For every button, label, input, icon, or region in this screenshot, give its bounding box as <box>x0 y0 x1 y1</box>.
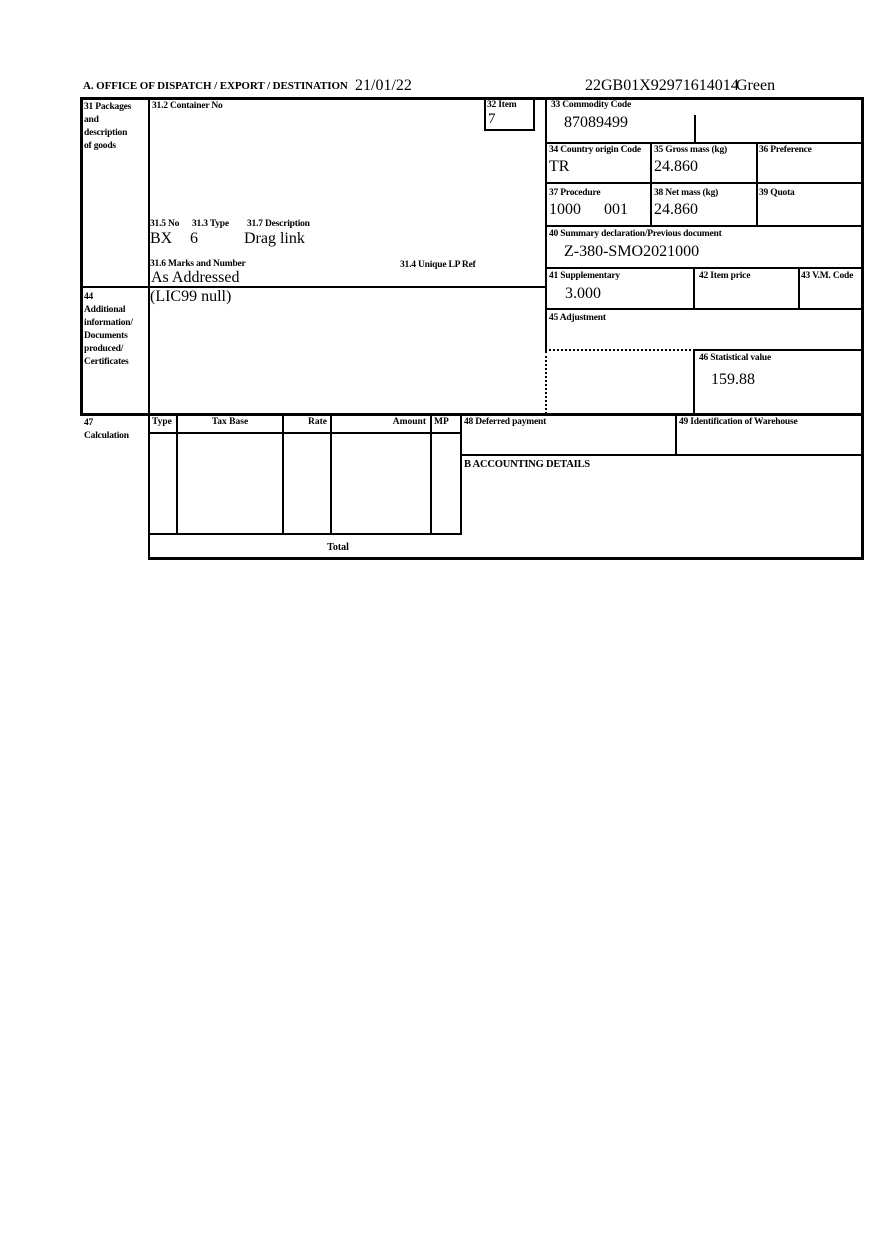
item-label: 32 Item <box>487 100 517 110</box>
deferred-payment-label: 48 Deferred payment <box>464 417 547 427</box>
net-mass-label: 38 Net mass (kg) <box>654 188 719 198</box>
grid-line <box>756 142 758 227</box>
grid-line <box>533 97 535 130</box>
box31-label-line: of goods <box>84 141 116 151</box>
routing-status: Green <box>736 77 776 94</box>
packages-no-label: 31.5 No <box>150 219 180 229</box>
marks-and-number-value: As Addressed <box>151 269 240 286</box>
grid-line <box>675 413 677 455</box>
grid-line <box>484 129 535 131</box>
box44-label-line: Documents <box>84 331 128 341</box>
grid-line <box>798 267 800 310</box>
box44-label-line: produced/ <box>84 344 124 354</box>
packages-no-value: BX <box>150 230 173 247</box>
procedure-value: 1000 <box>549 201 581 218</box>
box44-label-line: Additional <box>84 305 126 315</box>
supplementary-label: 41 Supplementary <box>549 271 620 281</box>
grid-line <box>546 182 863 184</box>
additional-information-value: (LIC99 null) <box>150 288 232 305</box>
grid-line <box>693 349 695 414</box>
packages-type-label: 31.3 Type <box>192 219 229 229</box>
calc-col-mp: MP <box>434 417 449 427</box>
calc-col-amount: Amount <box>392 417 426 427</box>
container-no-label: 31.2 Container No <box>152 101 223 111</box>
grid-line-dotted <box>545 351 547 414</box>
declaration-reference: 22GB01X92971614014 <box>585 77 739 94</box>
accounting-details-label: B ACCOUNTING DETAILS <box>464 459 590 470</box>
preference-label: 36 Preference <box>759 145 812 155</box>
item-price-label: 42 Item price <box>699 271 751 281</box>
grid-line <box>546 308 863 310</box>
grid-line <box>148 97 150 559</box>
box31-label-line: 31 Packages <box>84 102 132 112</box>
adjustment-label: 45 Adjustment <box>549 313 606 323</box>
procedure-value-2: 001 <box>604 201 628 218</box>
calc-col-type: Type <box>152 417 172 427</box>
box47-label <box>84 417 146 443</box>
statistical-value-label: 46 Statistical value <box>699 353 771 363</box>
box44-label-line: 44 <box>84 292 94 302</box>
box31-label <box>84 101 146 153</box>
grid-line-dotted <box>545 349 695 351</box>
box44-label-line: Certificates <box>84 357 129 367</box>
gross-mass-value: 24.860 <box>654 158 698 175</box>
supplementary-value: 3.000 <box>565 285 601 302</box>
summary-declaration-value: Z-380-SMO2021000 <box>564 243 700 260</box>
grid-line <box>80 413 864 416</box>
net-mass-value: 24.860 <box>654 201 698 218</box>
box31-label-line: and <box>84 115 99 125</box>
grid-line <box>693 267 695 310</box>
gross-mass-label: 35 Gross mass (kg) <box>654 145 728 155</box>
box31-label-line: description <box>84 128 128 138</box>
calc-total-label: Total <box>327 542 349 553</box>
unique-lp-ref-label: 31.4 Unique LP Ref <box>400 260 476 270</box>
grid-line <box>460 454 863 456</box>
calc-col-rate: Rate <box>308 417 327 427</box>
grid-line <box>861 97 864 560</box>
warehouse-id-label: 49 Identification of Warehouse <box>679 417 798 427</box>
statistical-value: 159.88 <box>711 371 755 388</box>
grid-line <box>484 97 486 130</box>
grid-line <box>148 432 462 434</box>
goods-description-value: Drag link <box>244 230 305 247</box>
box44-label <box>84 291 146 369</box>
packages-type-value: 6 <box>190 230 198 247</box>
grid-line <box>80 97 864 100</box>
grid-line <box>545 97 547 351</box>
grid-line <box>546 142 863 144</box>
grid-line <box>148 557 864 560</box>
commodity-code-value: 87089499 <box>564 114 628 131</box>
country-origin-value: TR <box>549 158 570 175</box>
grid-line <box>546 267 863 269</box>
country-origin-label: 34 Country origin Code <box>549 145 641 155</box>
marks-and-number-label: 31.6 Marks and Number <box>150 259 246 269</box>
grid-line <box>546 225 863 227</box>
commodity-code-tick <box>694 115 696 143</box>
grid-line <box>148 533 462 535</box>
item-number-value: 7 <box>488 111 496 127</box>
box44-label-line: information/ <box>84 318 133 328</box>
office-of-dispatch-label: A. OFFICE OF DISPATCH / EXPORT / DESTINATION <box>83 80 348 92</box>
calc-col-tax-base: Tax Base <box>211 417 249 427</box>
box47-label-line: Calculation <box>84 431 129 441</box>
box47-label-line: 47 <box>84 418 94 428</box>
vm-code-label: 43 V.M. Code <box>801 271 854 281</box>
goods-description-label: 31.7 Description <box>247 219 310 229</box>
quota-label: 39 Quota <box>759 188 795 198</box>
grid-line <box>693 349 863 351</box>
grid-line <box>650 142 652 227</box>
declaration-date: 21/01/22 <box>355 77 412 94</box>
procedure-label: 37 Procedure <box>549 188 601 198</box>
grid-line <box>80 97 83 415</box>
commodity-code-label: 33 Commodity Code <box>551 100 631 110</box>
summary-declaration-label: 40 Summary declaration/Previous document <box>549 229 722 239</box>
